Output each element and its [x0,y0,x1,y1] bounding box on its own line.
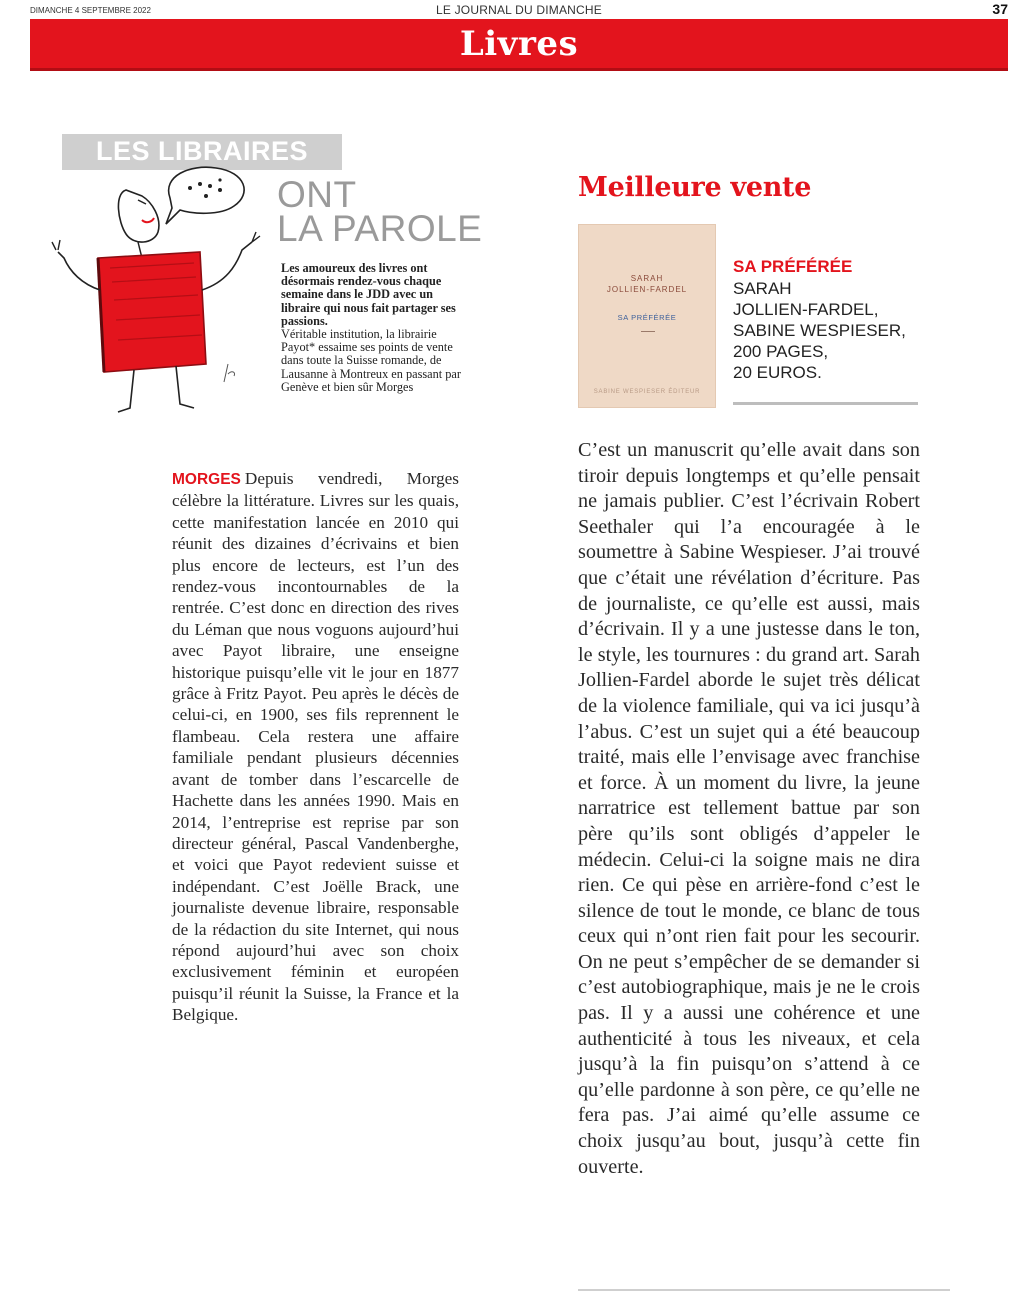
section-title: Livres [459,24,579,64]
left-article [172,468,459,1026]
cover-publisher: SABINE WESPIESER ÉDITEUR [593,389,701,395]
book-info-author-2: JOLLIEN-FARDEL, [733,300,879,319]
section-banner [30,19,1008,71]
rubric-title: Meilleure vente [578,172,812,203]
review-text: C’est un manuscrit qu’elle avait dans son tiroir depuis longtemps et qu’elle pensait ne jamais publier. C’est l’écrivain Robert Seethaler qui l’a encouragée à le soumettre à Sabine Wespieser. J’ai trouvé que c’était une révélation d’écriture. Pas de journaliste, ce qu’elle est aussi, mais d’écrivain. Il y a une justesse dans le ton, le style, les tournures : du grand art. Sarah Jollien-Fardel aborde le sujet très délicat de la violence familiale, qui va ici jusqu’à l’abus. C’est un sujet qui a été beaucoup traité, mais elle l’envisage avec franchise et force. À un moment du livre, la jeune narratrice est tellement battue par son père qu’ils sont obligés d’appeler le médecin. Celui-ci la soigne mais ne dira rien. Ce qui pèse en arrière-fond c’est le silence de tout le monde, ce blanc de tous ceux qui n’ont rien fait pour les secourir. On ne peut s’empêcher de se demander si c’est autobiographique, mais je ne le crois pas. Il y a aussi une cohérence et une authenticité à tous les niveaux, et cela jusqu’à la fin puisqu’on s’attend à ce qu’elle pardonne à son père, ce qu’elle ne fera pas. J’ai aimé qu’elle assume ce choix jusqu’au bout, jusqu’à cette fin ouverte. [578,439,920,1178]
issue-date: DIMANCHE 4 SEPTEMBRE 2022 [30,6,151,15]
newspaper-name: LE JOURNAL DU DIMANCHE [436,3,602,17]
left-article-text: Depuis vendredi, Morges célèbre la littérature. Livres sur les quais, cette manifestation lancée en 2010 qui réunit des dizaines d’écrivains et bien plus encore de lecteurs, est l’un des rendez-vous incontournables de la rentrée. C’est donc en direction des rives du Léman que nous voguons aujourd’hui avec Payot libraire, une enseigne historique puisqu’elle vit le jour en 1877 grâce à Fritz Payot. Peu après le décès de celui-ci, en 1900, ses fils reprennent le flambeau. Cela restera une affaire familiale pendant plusieurs décennies avant de tomber dans l’escarcelle de Hachette dans les années 1990. Mais en 2014, l’entreprise est reprise par son directeur général, Pascal Vandenberghe, et voici que Payot redevient suisse et indépendant. C’est Joëlle Brack, une journaliste devenue libraire, responsable de la rédaction du site Internet, qui nous répond aujourd’hui avec son choix exclusivement féminin et européen puisqu’il réunit la Suisse, la France et la Belgique. [172,469,459,1025]
book-cover [578,224,716,408]
bottom-divider [578,1289,950,1291]
book-info-price: 20 EUROS. [733,363,822,382]
intro-body: Véritable institution, la librairie Payot* essaime ses points de vente dans toute la Suisse romande, de Lausanne à Montreux en passant par Genève et bien sûr Morges [281,327,461,394]
cover-author-line2: JOLLIEN-FARDEL [606,285,688,294]
book-info [733,256,906,383]
page-header [30,2,1008,18]
book-info-pages: 200 PAGES, [733,342,829,361]
book-info-author-1: SARAH [733,279,792,298]
intro-lead: Les amoureux des livres ont désormais rendez-vous chaque semaine dans le JDD avec un libraire qui nous fait partager ses passions. [281,261,456,328]
info-divider [733,402,918,405]
book-info-publisher: SABINE WESPIESER, [733,321,906,340]
book-title-label: SA PRÉFÉRÉE [733,257,853,276]
cover-author-line1: SARAH [630,274,664,283]
cover-author [579,273,715,295]
kicker-subtitle-line2: LA PAROLE [277,208,483,249]
page-number: 37 [992,1,1008,17]
book-character-speaking-illustration [30,150,280,430]
article-location-tag: MORGES [172,471,241,488]
intro-text [281,262,469,394]
kicker-subtitle-line1: ONT [277,174,357,215]
cover-divider [641,331,655,332]
cover-title: SA PRÉFÉRÉE [617,313,677,322]
kicker-title: LES LIBRAIRES [96,136,309,166]
